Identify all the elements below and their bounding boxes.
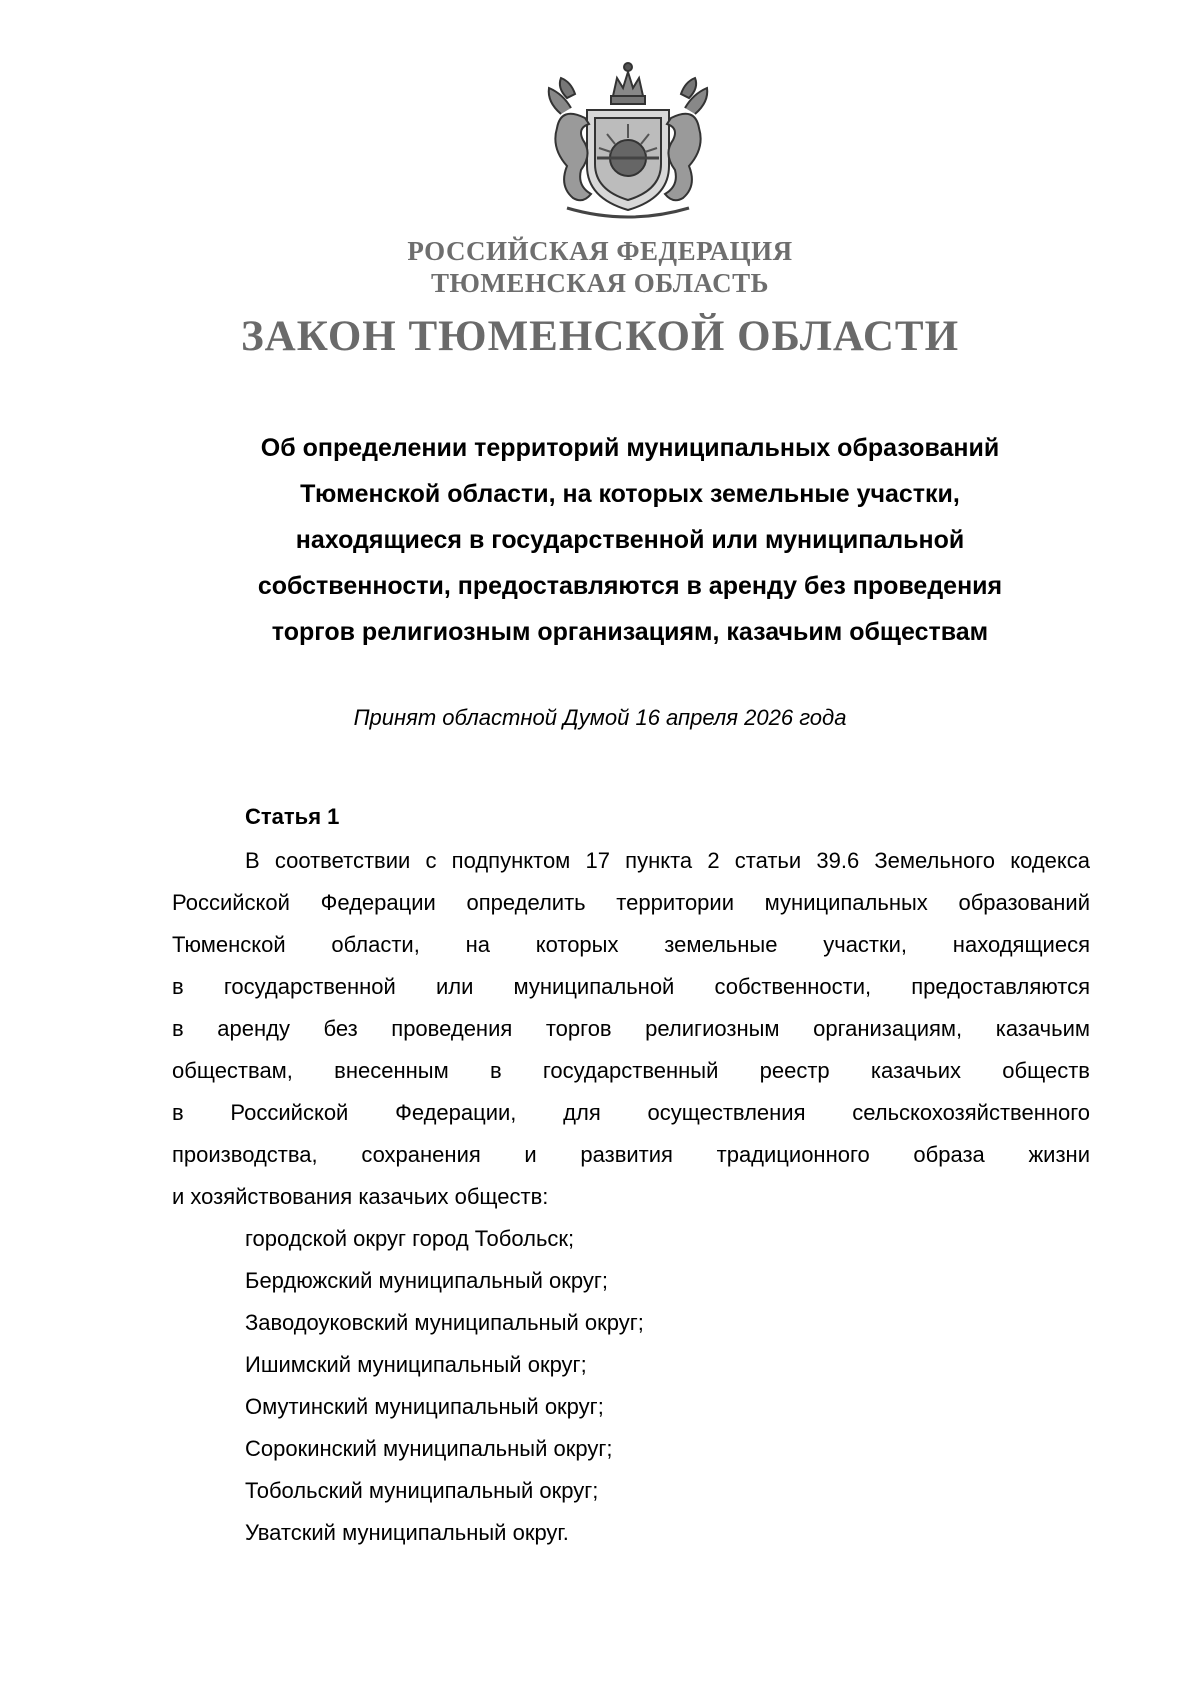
- list-item: Заводоуковский муниципальный округ;: [245, 1310, 644, 1335]
- header-law-title: ЗАКОН ТЮМЕНСКОЙ ОБЛАСТИ: [240, 313, 960, 360]
- list-item: Сорокинский муниципальный округ;: [245, 1436, 613, 1461]
- paragraph-line: в аренду без проведения торгов религиозным организациям, казачьим: [172, 1016, 1090, 1041]
- list-item: Ишимский муниципальный округ;: [245, 1352, 587, 1377]
- tyumen-oblast-coat-of-arms-icon: [537, 58, 719, 220]
- article-paragraph: [172, 840, 1090, 1218]
- paragraph-line: и хозяйствования казачьих обществ:: [172, 1184, 549, 1209]
- paragraph-line: Тюменской области, на которых земельные участки, находящиеся: [172, 932, 1090, 957]
- list-item: Бердюжский муниципальный округ;: [245, 1268, 609, 1293]
- adoption-note: Принят областной Думой 16 апреля 2026 года: [353, 705, 847, 730]
- title-line: находящиеся в государственной или муниципальной: [295, 526, 965, 554]
- paragraph-line: в Российской Федерации, для осуществления сельскохозяйственного: [172, 1100, 1090, 1125]
- title-line: Об определении территорий муниципальных образований: [260, 434, 1000, 462]
- title-line: собственности, предоставляются в аренду без проведения: [257, 572, 1003, 600]
- title-line: Тюменской области, на которых земельные участки,: [300, 480, 960, 508]
- list-item: Тобольский муниципальный округ;: [245, 1478, 599, 1503]
- paragraph-line: В соответствии с подпунктом 17 пункта 2 статьи 39.6 Земельного кодекса: [245, 848, 1090, 873]
- list-item: Уватский муниципальный округ.: [245, 1520, 569, 1545]
- paragraph-line: Российской Федерации определить территории муниципальных образований: [172, 890, 1090, 915]
- article-heading: Статья 1: [245, 804, 340, 829]
- paragraph-line: в государственной или муниципальной собственности, предоставляются: [172, 974, 1090, 999]
- territory-list: [245, 1218, 644, 1554]
- list-item: Омутинский муниципальный округ;: [245, 1394, 604, 1419]
- document-title: [160, 425, 1100, 655]
- paragraph-line: производства, сохранения и развития традиционного образа жизни: [172, 1142, 1090, 1167]
- list-item: городской округ город Тобольск;: [245, 1226, 575, 1251]
- title-line: торгов религиозным организациям, казачьим обществам: [271, 618, 989, 646]
- header-region: ТЮМЕНСКАЯ ОБЛАСТЬ: [430, 268, 770, 298]
- paragraph-line: обществам, внесенным в государственный реестр казачьих обществ: [172, 1058, 1090, 1083]
- header-country: РОССИЙСКАЯ ФЕДЕРАЦИЯ: [407, 236, 793, 266]
